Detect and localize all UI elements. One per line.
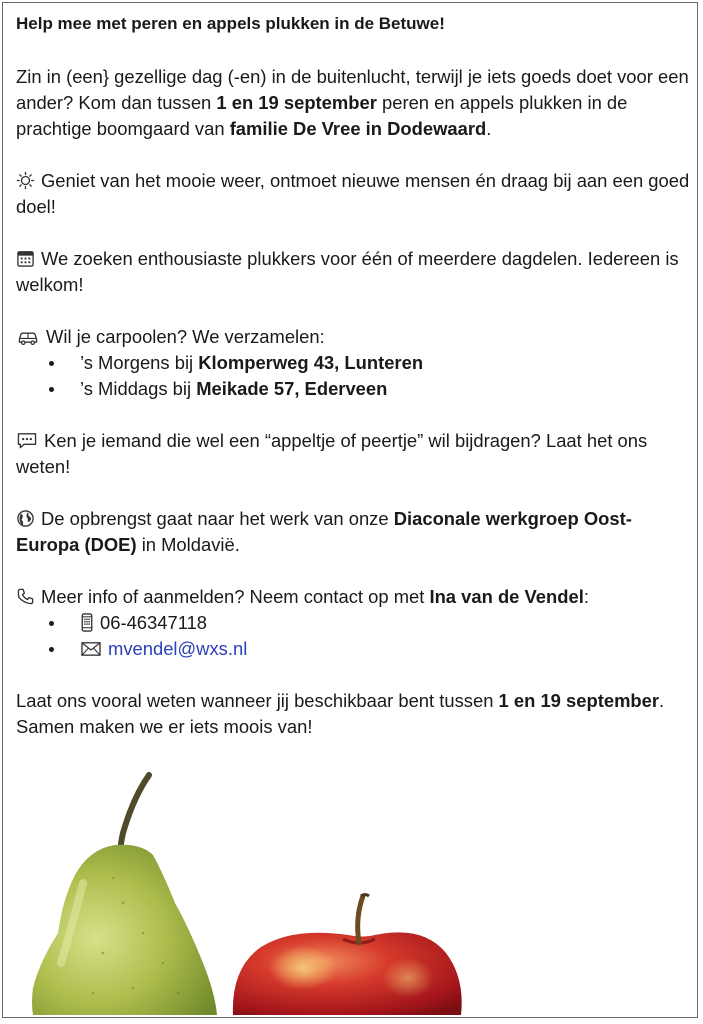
pickers-paragraph: We zoeken enthousiaste plukkers voor één of meerdere dagdelen. Iedereen is welkom! [16, 248, 679, 295]
pear-image [32, 775, 217, 1015]
list-item: ’s Middags bij Meikade 57, Ederveen [16, 376, 692, 402]
orchard-name: familie De Vree in Dodewaard [229, 118, 487, 139]
contribute-paragraph: Ken je iemand die wel een “appeltje of peertje” wil bijdragen? Laat het ons weten! [16, 430, 648, 477]
contact-person: Ina van de Vendel [429, 586, 584, 607]
list-item: ’s Morgens bij Klomperweg 43, Lunteren [16, 350, 692, 376]
apple-image [233, 895, 462, 1016]
closing-date-range: 1 en 19 september [498, 690, 660, 711]
intro-paragraph: Zin in (een} gezellige dag (-en) in de buitenlucht, terwijl je iets goeds doet voor een ander? Kom dan tussen 1 en 19 september peren en appels plukken in de prachtige boomgaard van familie De Vree in Dodewaard. [16, 66, 689, 139]
weather-paragraph: Geniet van het mooie weer, ontmoet nieuwe mensen én draag bij aan een goed doel! [16, 170, 690, 217]
flyer-frame [2, 2, 698, 1018]
contact-paragraph: Meer info of aanmelden? Neem contact op met Ina van de Vendel: [16, 584, 692, 610]
closing-paragraph: Laat ons vooral weten wanneer jij beschikbaar bent tussen 1 en 19 september. Samen maken we er iets moois van! [16, 690, 665, 737]
fruit-illustration [3, 3, 697, 1016]
proceeds-paragraph: De opbrengst gaat naar het werk van onze Diaconale werkgroep Oost-Europa (DOE) in Moldavië. [16, 508, 632, 555]
date-range: 1 en 19 september [216, 92, 377, 113]
organisation-name: Diaconale werkgroep Oost-Europa (DOE) [16, 508, 632, 555]
phone-number: 06-46347118 [100, 612, 208, 633]
carpool-paragraph: Wil je carpoolen? We verzamelen: [16, 324, 692, 350]
email-link[interactable]: mvendel@wxs.nl [108, 638, 248, 659]
flyer-title: Help mee met peren en appels plukken in de Betuwe! [16, 14, 445, 33]
